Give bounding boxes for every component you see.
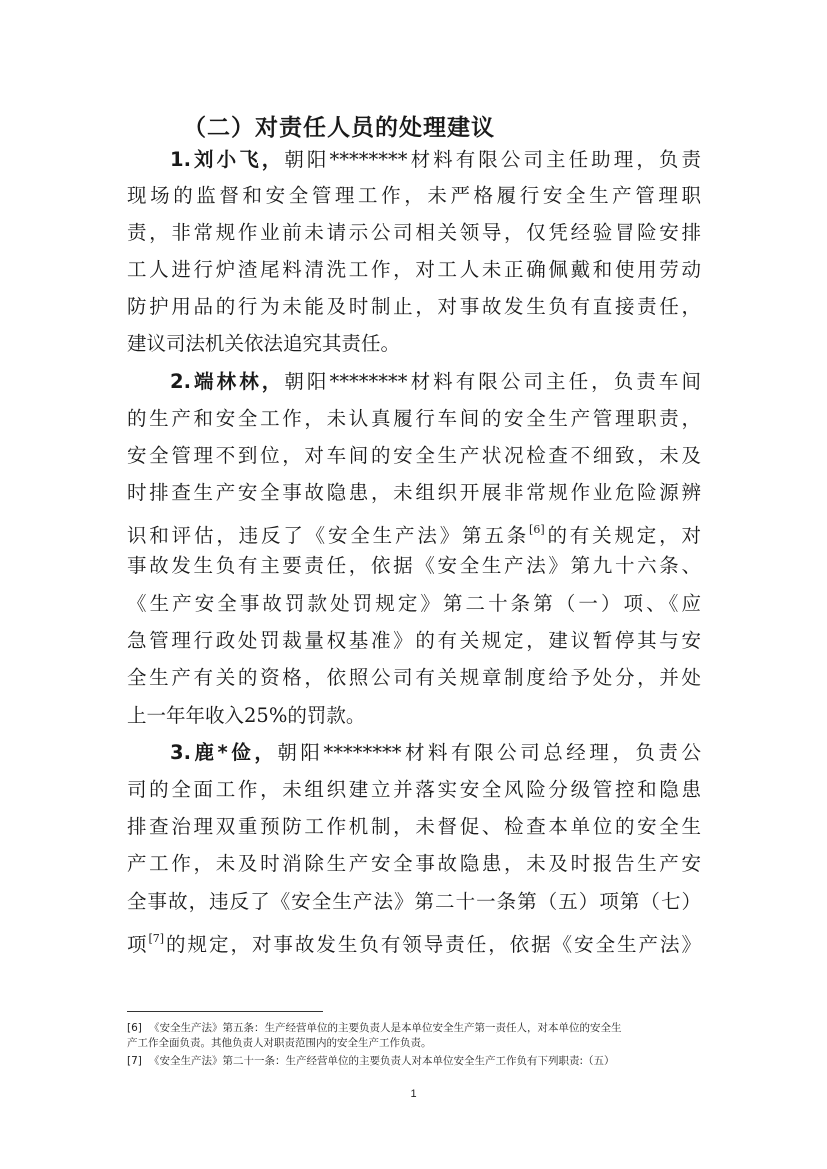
paragraph-line: 全事故，违反了《安全生产法》第二十一条第（五）项第（七） — [127, 890, 701, 913]
footnote-text: 《安全生产法》第五条：生产经营单位的主要负责人是本单位安全生产第一责任人，对本单位的安全生 — [149, 1022, 622, 1034]
paragraph-line — [170, 147, 701, 173]
section-heading: （二）对责任人员的处理建议 — [183, 115, 495, 141]
line-text: 朝阳********材料有限公司主任，负责车间 — [284, 370, 701, 393]
paragraph-line: 产工作，未及时消除生产安全事故隐患，未及时报告生产安 — [127, 852, 701, 875]
line-text: 项 — [127, 933, 149, 956]
footnote-text: 《安全生产法》第二十一条：生产经营单位的主要负责人对本单位安全生产工作负有下列职责:（五） — [149, 1055, 615, 1067]
item-number-name: 3.鹿*俭， — [170, 741, 278, 764]
line-text: 的有关规定，对 — [544, 524, 701, 547]
page-number: 1 — [410, 1088, 417, 1100]
paragraph-line: 事故发生负有主要责任，依据《安全生产法》第九十六条、 — [127, 554, 701, 577]
footnote-continuation: 产工作全面负责。其他负责人对职责范围内的安全生产工作负责。 — [127, 1037, 432, 1049]
line-text: 朝阳********材料有限公司主任助理，负责 — [284, 148, 701, 171]
item-number-name: 1.刘小飞， — [170, 148, 285, 171]
paragraph-line: 建议司法机关依法追究其责任。 — [127, 332, 401, 355]
paragraph-line: 司的全面工作，未组织建立并落实安全风险分级管控和隐患 — [127, 778, 701, 801]
footnote — [127, 1021, 701, 1035]
footnote-divider — [127, 1011, 323, 1012]
paragraph-line — [127, 926, 701, 958]
paragraph-line: 《生产安全事故罚款处罚规定》第二十条第（一）项、《应 — [127, 592, 701, 615]
paragraph-line: 安全管理不到位，对车间的安全生产状况检查不细致，未及 — [127, 444, 701, 467]
paragraph-line — [127, 517, 701, 549]
line-text: 识和评估，违反了《安全生产法》第五条 — [127, 524, 530, 547]
paragraph-line: 防护用品的行为未能及时制止，对事故发生负有直接责任， — [127, 295, 701, 318]
paragraph-line — [170, 740, 701, 766]
paragraph-line: 急管理行政处罚裁量权基准》的有关规定，建议暂停其与安 — [127, 629, 701, 652]
paragraph-line: 全生产有关的资格，依照公司有关规章制度给予处分，并处 — [127, 666, 701, 689]
footnote-ref[interactable]: [7] — [148, 932, 165, 945]
paragraph-line: 现场的监督和安全管理工作，未严格履行安全生产管理职 — [127, 184, 701, 207]
paragraph-line: 排查治理双重预防工作机制，未督促、检查本单位的安全生 — [127, 815, 701, 838]
line-text: 的规定，对事故发生负有领导责任，依据《安全生产法》 — [164, 933, 701, 956]
paragraph-line: 上一年年收入25%的罚款。 — [127, 704, 366, 727]
footnote — [127, 1054, 701, 1068]
item-number-name: 2.端林林， — [170, 370, 285, 393]
footnote-label: [6] — [127, 1022, 142, 1034]
paragraph-line: 工人进行炉渣尾料清洗工作，对工人未正确佩戴和使用劳动 — [127, 258, 701, 281]
line-text: 朝阳********材料有限公司总经理，负责公 — [277, 741, 701, 764]
paragraph-line — [170, 369, 701, 395]
paragraph-line: 的生产和安全工作，未认真履行车间的安全生产管理职责， — [127, 407, 701, 430]
paragraph-line: 时排查生产安全事故隐患，未组织开展非常规作业危险源辨 — [127, 481, 701, 504]
paragraph-line: 责，非常规作业前未请示公司相关领导，仅凭经验冒险安排 — [127, 221, 701, 244]
footnote-label: [7] — [127, 1055, 142, 1067]
footnote-ref[interactable]: [6] — [529, 523, 545, 536]
